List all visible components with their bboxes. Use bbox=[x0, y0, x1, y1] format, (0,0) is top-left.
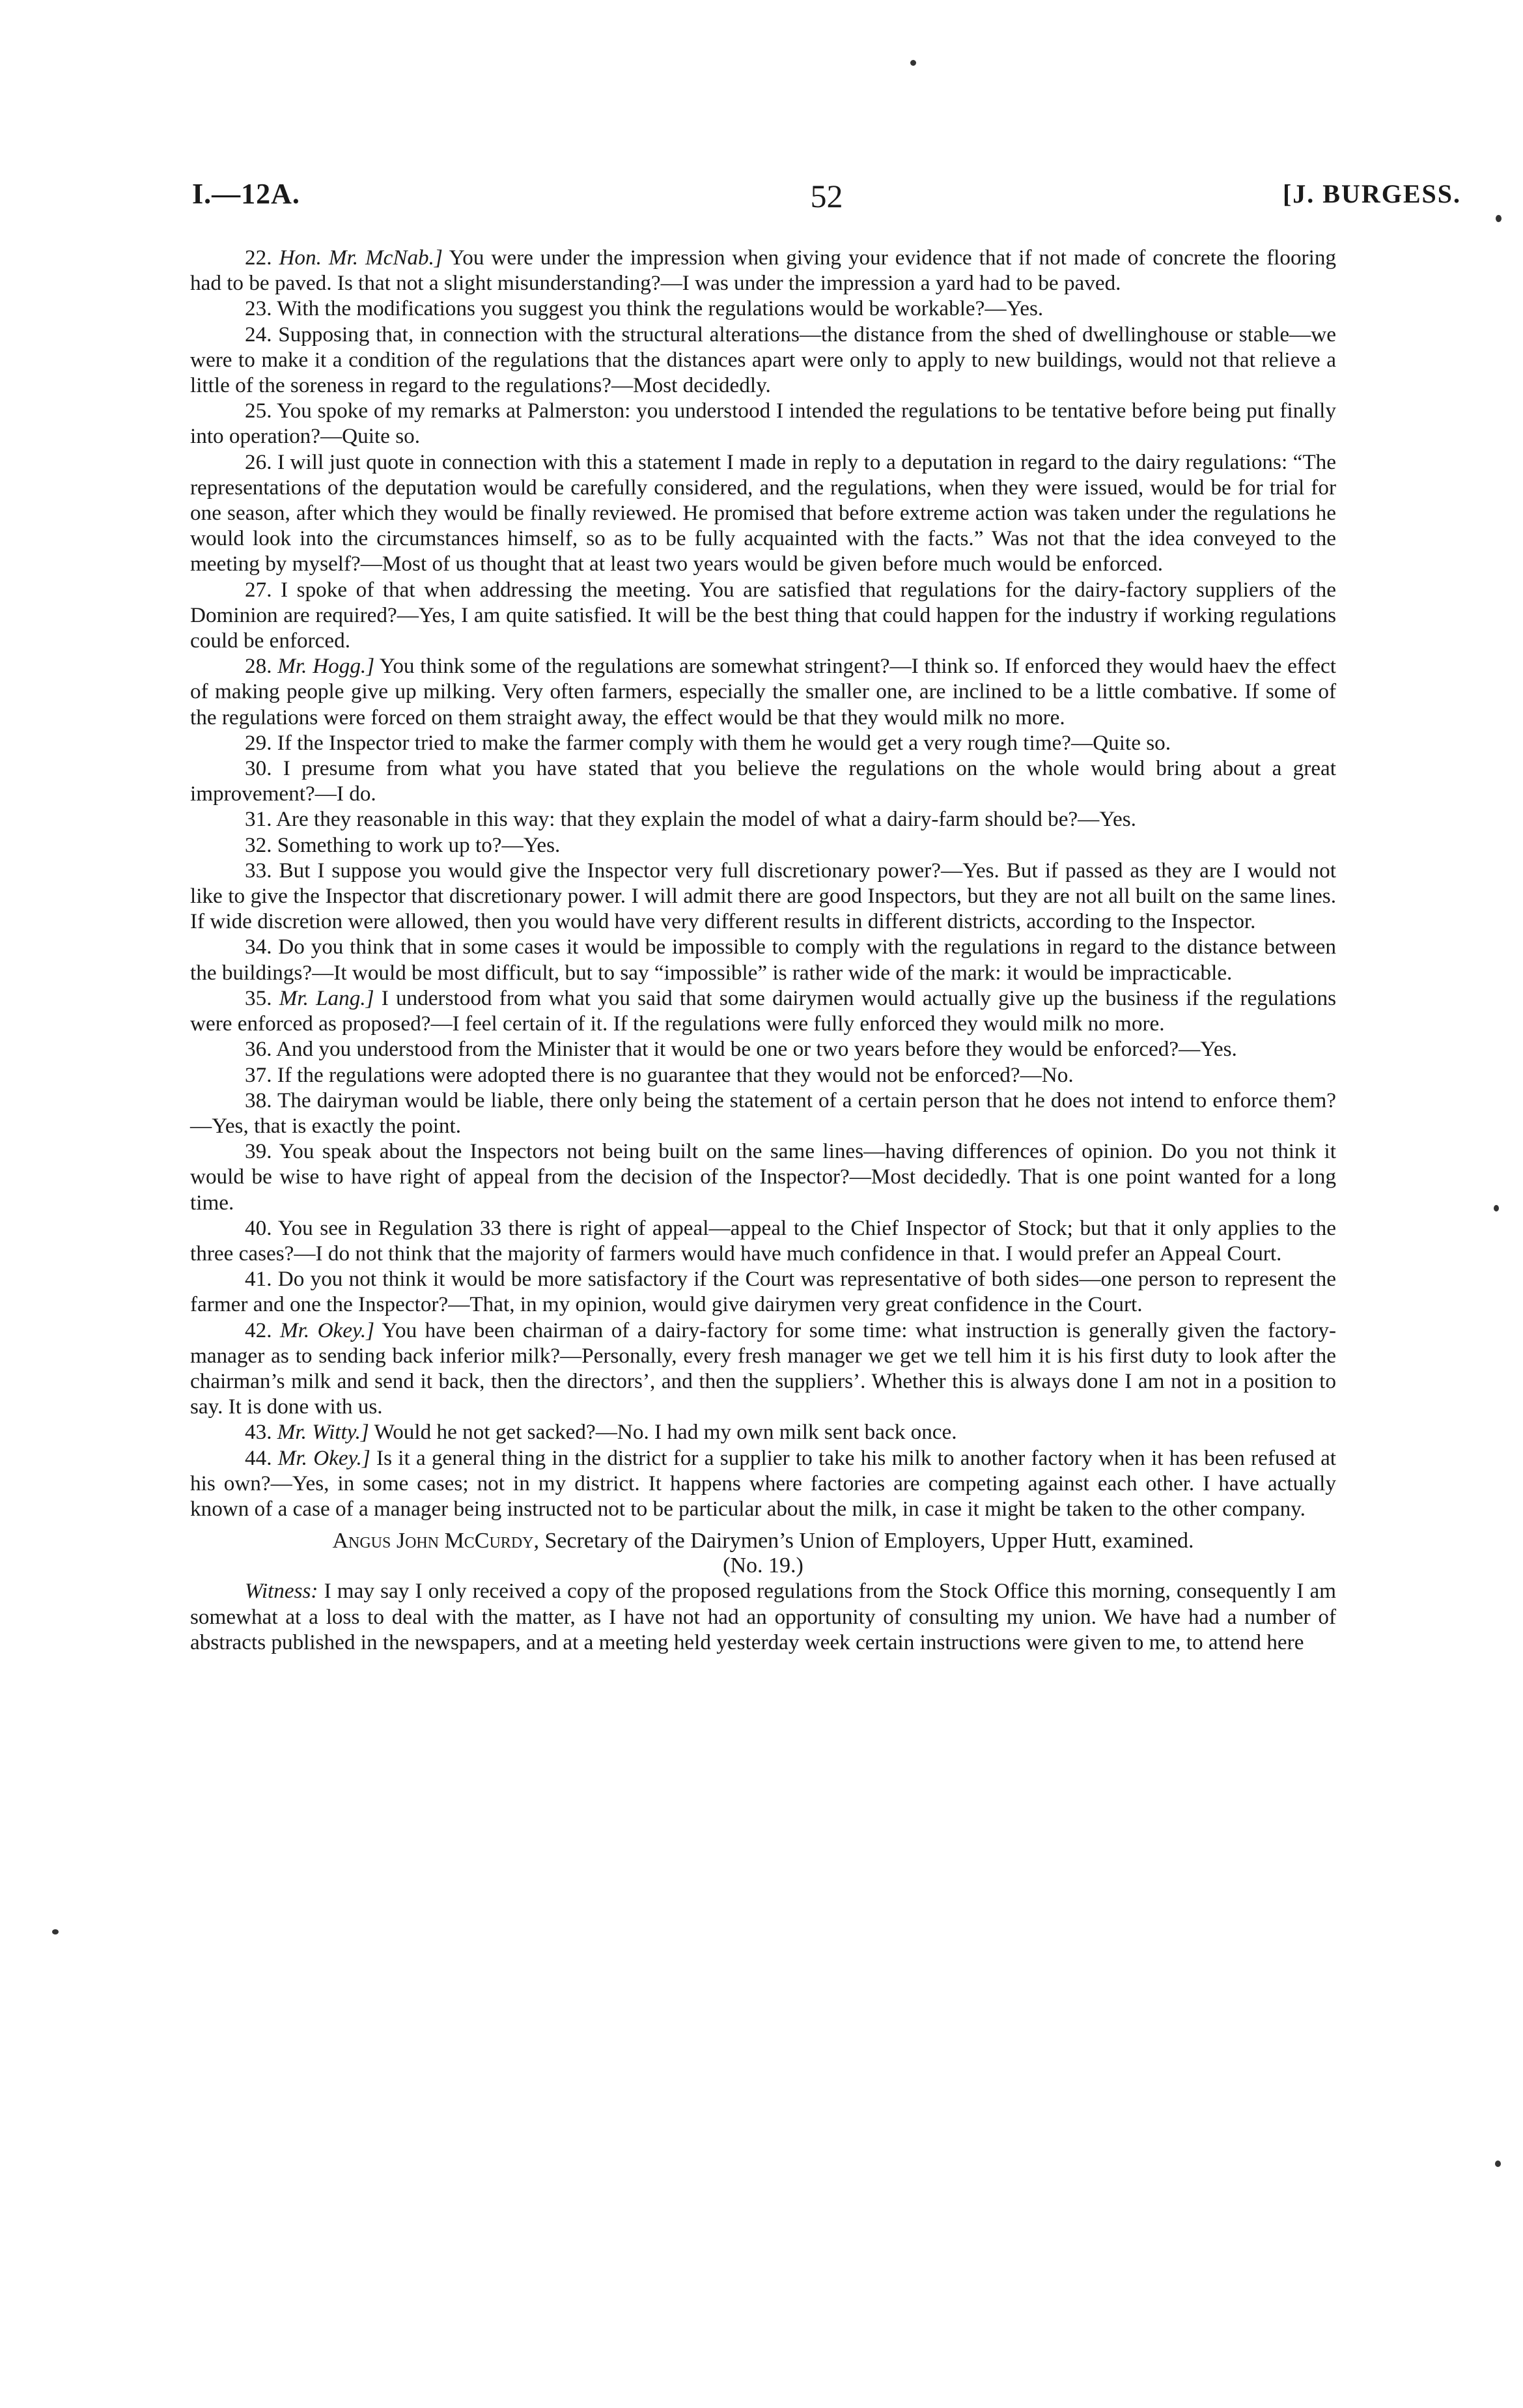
question-number: 44. bbox=[245, 1445, 272, 1470]
speaker-name: Mr. Witty.] bbox=[277, 1420, 369, 1445]
scan-speck bbox=[910, 60, 916, 66]
question-answer-text: Do you think that in some cases it would be impossible to comply with the regulations in regard to the distance between the buildings?—It would be most difficult, but to say “impossible” is rather wide of the mark: it would be impracticable. bbox=[190, 935, 1336, 985]
question-answer-text: And you understood from the Minister that it would be one or two years before they would be enforced?—Yes. bbox=[275, 1037, 1237, 1062]
question-number: 26. bbox=[245, 449, 272, 474]
qa-paragraph bbox=[190, 832, 1336, 858]
question-number: 38. bbox=[245, 1088, 272, 1112]
witness-number: (No. 19.) bbox=[723, 1553, 803, 1578]
question-answer-text: But I suppose you would give the Inspector very full discretionary power?—Yes. But if passed as they are I would not like to give the Inspector that discretionary power. I will admit there are good Inspectors, but they are not all built on the same lines. If wide discretion were allowed, then you would have very different results in different districts, according to the Inspector. bbox=[190, 858, 1336, 934]
question-answer-text: You spoke of my remarks at Palmerston: you understood I intended the regulations to be tentative before being put finally into operation?—Quite so. bbox=[190, 399, 1336, 449]
scan-speck bbox=[1496, 215, 1502, 222]
qa-paragraph bbox=[190, 730, 1336, 756]
witness-description: Secretary of the Dairymen’s Union of Employers, Upper Hutt, examined. bbox=[544, 1529, 1194, 1553]
question-answer-text: If the regulations were adopted there is no guarantee that they would not be enforced?—No. bbox=[277, 1062, 1074, 1087]
question-answer-text: Are they reasonable in this way: that they explain the model of what a dairy-farm should be?—Yes. bbox=[275, 807, 1136, 832]
question-answer-text: Something to work up to?—Yes. bbox=[277, 832, 561, 857]
question-answer-text: Would he not get sacked?—No. I had my own milk sent back once. bbox=[374, 1420, 957, 1445]
question-number: 35. bbox=[245, 985, 272, 1010]
document-reference: I.—12A. bbox=[192, 178, 300, 210]
qa-paragraph bbox=[190, 653, 1336, 730]
witness-running-head: [J. BURGESS. bbox=[1282, 179, 1461, 208]
speaker-name: Mr. Lang.] bbox=[279, 985, 374, 1010]
question-answer-text: I understood from what you said that some dairymen would actually give up the business if the regulations were enforced as proposed?—I feel certain of it. If the regulations were fully enforced they would milk no more. bbox=[190, 985, 1336, 1036]
question-number: 30. bbox=[245, 756, 272, 781]
qa-paragraph bbox=[190, 1318, 1336, 1420]
qa-paragraph bbox=[190, 296, 1336, 321]
qa-paragraph bbox=[190, 858, 1336, 935]
qa-paragraph bbox=[190, 449, 1336, 577]
qa-paragraph bbox=[190, 985, 1336, 1036]
question-number: 37. bbox=[245, 1062, 272, 1087]
question-answer-text: You think some of the regulations are somewhat stringent?—I think so. If enforced they would haev the effect of making people give up milking. Very often farmers, especially the smaller one, are inclined to be a little combative. If some of the regulations were forced on them straight away, the effect would be that they would milk no more. bbox=[190, 654, 1336, 729]
qa-paragraph bbox=[190, 934, 1336, 985]
question-number: 36. bbox=[245, 1037, 272, 1062]
question-number: 34. bbox=[245, 935, 272, 959]
question-number: 39. bbox=[245, 1139, 272, 1164]
question-answer-list bbox=[190, 245, 1336, 1522]
speaker-name: Hon. Mr. McNab.] bbox=[279, 246, 443, 270]
question-number: 25. bbox=[245, 399, 272, 423]
witness-label: Witness: bbox=[245, 1579, 318, 1604]
question-number: 22. bbox=[245, 246, 272, 270]
question-answer-text: You were under the impression when giving your evidence that if not made of concrete the flooring had to be paved. Is that not a slight misunderstanding?—I was under the impression a yard had to be paved. bbox=[190, 246, 1337, 296]
question-number: 31. bbox=[245, 807, 272, 832]
speaker-name: Mr. Okey.] bbox=[277, 1445, 370, 1470]
witness-heading bbox=[190, 1528, 1336, 1578]
qa-paragraph bbox=[190, 1419, 1336, 1445]
qa-paragraph bbox=[190, 322, 1336, 399]
question-answer-text: I presume from what you have stated that you believe the regulations on the whole would bring about a great improvement?—I do. bbox=[190, 756, 1336, 806]
question-answer-text: With the modifications you suggest you think the regulations would be workable?—Yes. bbox=[277, 296, 1044, 321]
question-answer-text: Is it a general thing in the district for a supplier to take his milk to another factory when it has been refused at his own?—Yes, in some cases; not in my district. It happens where factories are competing against each other. I have actually known of a case of a manager being instructed not to be particular about the milk, in case it might be taken to the other company. bbox=[190, 1445, 1337, 1521]
question-number: 28. bbox=[245, 654, 272, 679]
question-answer-text: Do you not think it would be more satisfactory if the Court was representative of both sides—one person to represent the farmer and one the Inspector?—That, in my opinion, would give dairymen very great confidence in the Court. bbox=[190, 1267, 1337, 1317]
page-header bbox=[192, 177, 1461, 216]
qa-paragraph bbox=[190, 806, 1336, 832]
question-number: 32. bbox=[245, 832, 272, 857]
page-body bbox=[190, 245, 1336, 1655]
question-number: 27. bbox=[245, 577, 272, 602]
scan-speck bbox=[52, 1929, 59, 1934]
qa-paragraph bbox=[190, 756, 1336, 806]
qa-paragraph bbox=[190, 245, 1336, 296]
question-number: 41. bbox=[245, 1267, 272, 1292]
question-answer-text: I will just quote in connection with this a statement I made in reply to a deputation in regard to the dairy regulations: “The representations of the deputation would be carefully considered, and the regulations, when they were issued, would be for trial for one season, after which they would be finally reviewed. He promised that before extreme action was taken under the regulations he would look into the circumstances himself, so as to be fully acquainted with the facts.” Was not that the idea conveyed to the meeting by myself?—Most of us thought that at least two years would be given before much would be enforced. bbox=[190, 449, 1336, 576]
question-number: 24. bbox=[245, 322, 272, 347]
scan-speck bbox=[1494, 1205, 1499, 1211]
scan-speck bbox=[1495, 2160, 1501, 2167]
question-number: 42. bbox=[245, 1318, 272, 1342]
question-answer-text: You have been chairman of a dairy-factory for some time: what instruction is generally given the factory-manager as to sending back inferior milk?—Personally, every fresh manager we get we tell him it is his first duty to look after the chairman’s milk and send it back, then the directors’, and then the suppliers’. Whether this is always done I am not in a position to say. It is done with us. bbox=[190, 1318, 1336, 1419]
question-number: 33. bbox=[245, 858, 272, 883]
qa-paragraph bbox=[190, 1266, 1336, 1317]
witness-name: Angus John McCurdy, bbox=[332, 1529, 539, 1553]
question-answer-text: If the Inspector tried to make the farmer comply with them he would get a very rough time?—Quite so. bbox=[277, 730, 1171, 755]
qa-paragraph bbox=[190, 1036, 1336, 1062]
question-answer-text: The dairyman would be liable, there only being the statement of a certain person that he does not intend to enforce them?—Yes, that is exactly the point. bbox=[190, 1088, 1337, 1138]
witness-statement-text: I may say I only received a copy of the proposed regulations from the Stock Office this morning, consequently I am somewhat at a loss to deal with the matter, as I have not had an opportunity of consulting my union. We have had a number of abstracts published in the newspapers, and at a meeting held yesterday week certain instructions were given to me, to attend here bbox=[190, 1579, 1336, 1654]
speaker-name: Mr. Okey.] bbox=[279, 1318, 375, 1342]
question-answer-text: You see in Regulation 33 there is right of appeal—appeal to the Chief Inspector of Stock; but that it only applies to the three cases?—I do not think that the majority of farmers would have much confidence in that. I would prefer an Appeal Court. bbox=[190, 1215, 1336, 1266]
question-number: 23. bbox=[245, 296, 272, 321]
question-answer-text: Supposing that, in connection with the structural alterations—the distance from the shed of dwellinghouse or stable—we were to make it a condition of the regulations that the distances apart were only to apply to new buildings, would not that relieve a little of the soreness in regard to the regulations?—Most decidedly. bbox=[190, 322, 1337, 398]
qa-paragraph bbox=[190, 1062, 1336, 1088]
qa-paragraph bbox=[190, 1088, 1336, 1139]
question-number: 43. bbox=[245, 1420, 272, 1445]
question-answer-text: I spoke of that when addressing the meeting. You are satisfied that regulations for the dairy-factory suppliers of the Dominion are required?—Yes, I am quite satisfied. It will be the best thing that could happen for the industry if working regulations could be enforced. bbox=[190, 577, 1337, 653]
question-answer-text: You speak about the Inspectors not being built on the same lines—having differences of opinion. Do you not think it would be wise to have right of appeal from the decision of the Inspector?—Most decidedly. That is one point wanted for a long time. bbox=[190, 1139, 1336, 1215]
qa-paragraph bbox=[190, 398, 1336, 449]
witness-statement bbox=[190, 1578, 1336, 1655]
question-number: 40. bbox=[245, 1215, 272, 1240]
qa-paragraph bbox=[190, 1445, 1336, 1522]
qa-paragraph bbox=[190, 577, 1336, 654]
question-number: 29. bbox=[245, 730, 272, 755]
speaker-name: Mr. Hogg.] bbox=[277, 654, 375, 679]
qa-paragraph bbox=[190, 1139, 1336, 1215]
qa-paragraph bbox=[190, 1215, 1336, 1266]
page-number: 52 bbox=[810, 178, 843, 214]
